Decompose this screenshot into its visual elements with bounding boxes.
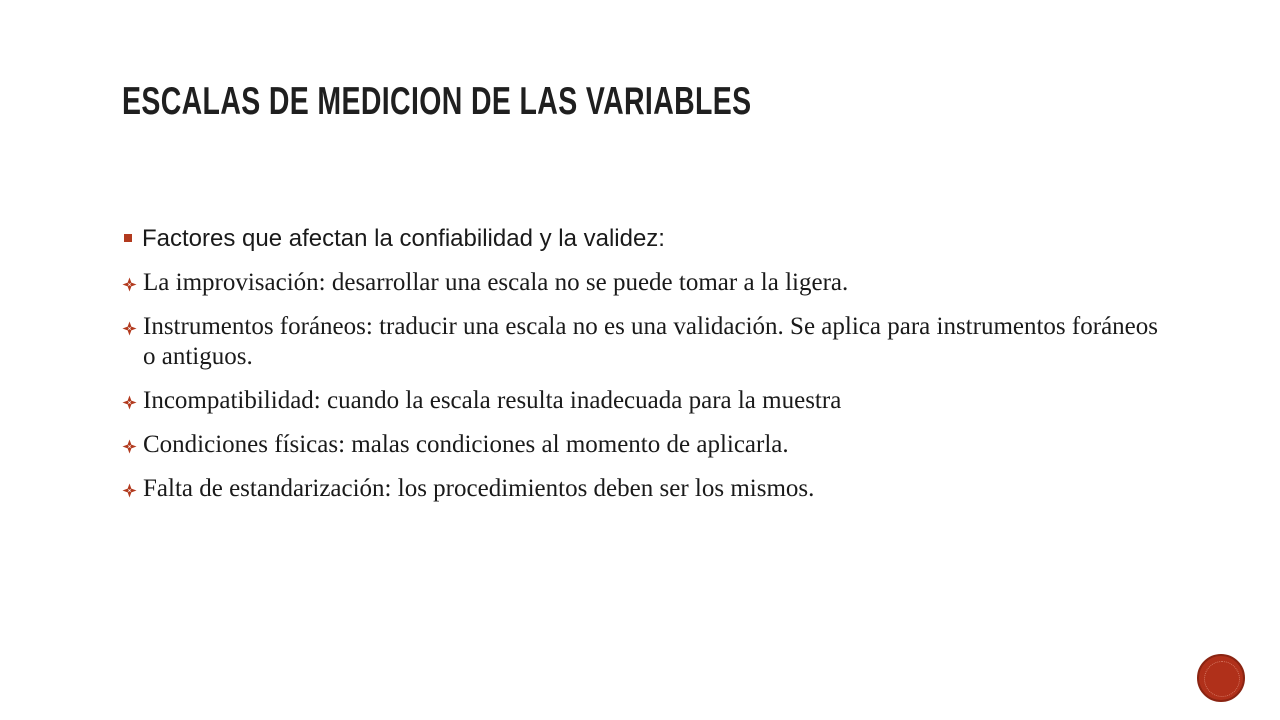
bullet-item	[122, 312, 1158, 372]
bullet-item-text: La improvisación: desarrollar una escala no se puede tomar a la ligera.	[143, 269, 849, 296]
diamond-bullet-icon	[122, 439, 137, 454]
square-bullet-icon	[124, 234, 132, 242]
bullet-item	[122, 430, 1158, 460]
intro-text: Factores que afectan la confiabilidad y la validez:	[142, 225, 665, 252]
diamond-bullet-icon	[122, 321, 137, 336]
bullet-item-text: Falta de estandarización: los procedimientos deben ser los mismos.	[143, 475, 815, 502]
diamond-bullet-icon	[122, 395, 137, 410]
next-slide-button[interactable]	[1197, 654, 1245, 702]
bullet-item-text: Condiciones físicas: malas condiciones al momento de aplicarla.	[143, 431, 789, 458]
bullet-item	[122, 386, 1158, 416]
slide-body	[122, 224, 1158, 518]
diamond-bullet-icon	[122, 277, 137, 292]
intro-line	[122, 224, 1158, 254]
bullet-item-text: Instrumentos foráneos: traducir una escala no es una validación. Se aplica para instrumentos foráneos o antiguos.	[143, 313, 1158, 370]
slide-title: ESCALAS DE MEDICION DE LAS VARIABLES	[122, 80, 752, 123]
bullet-item-text: Incompatibilidad: cuando la escala resulta inadecuada para la muestra	[143, 387, 842, 414]
bullet-item	[122, 268, 1158, 298]
bullet-item	[122, 474, 1158, 504]
diamond-bullet-icon	[122, 483, 137, 498]
